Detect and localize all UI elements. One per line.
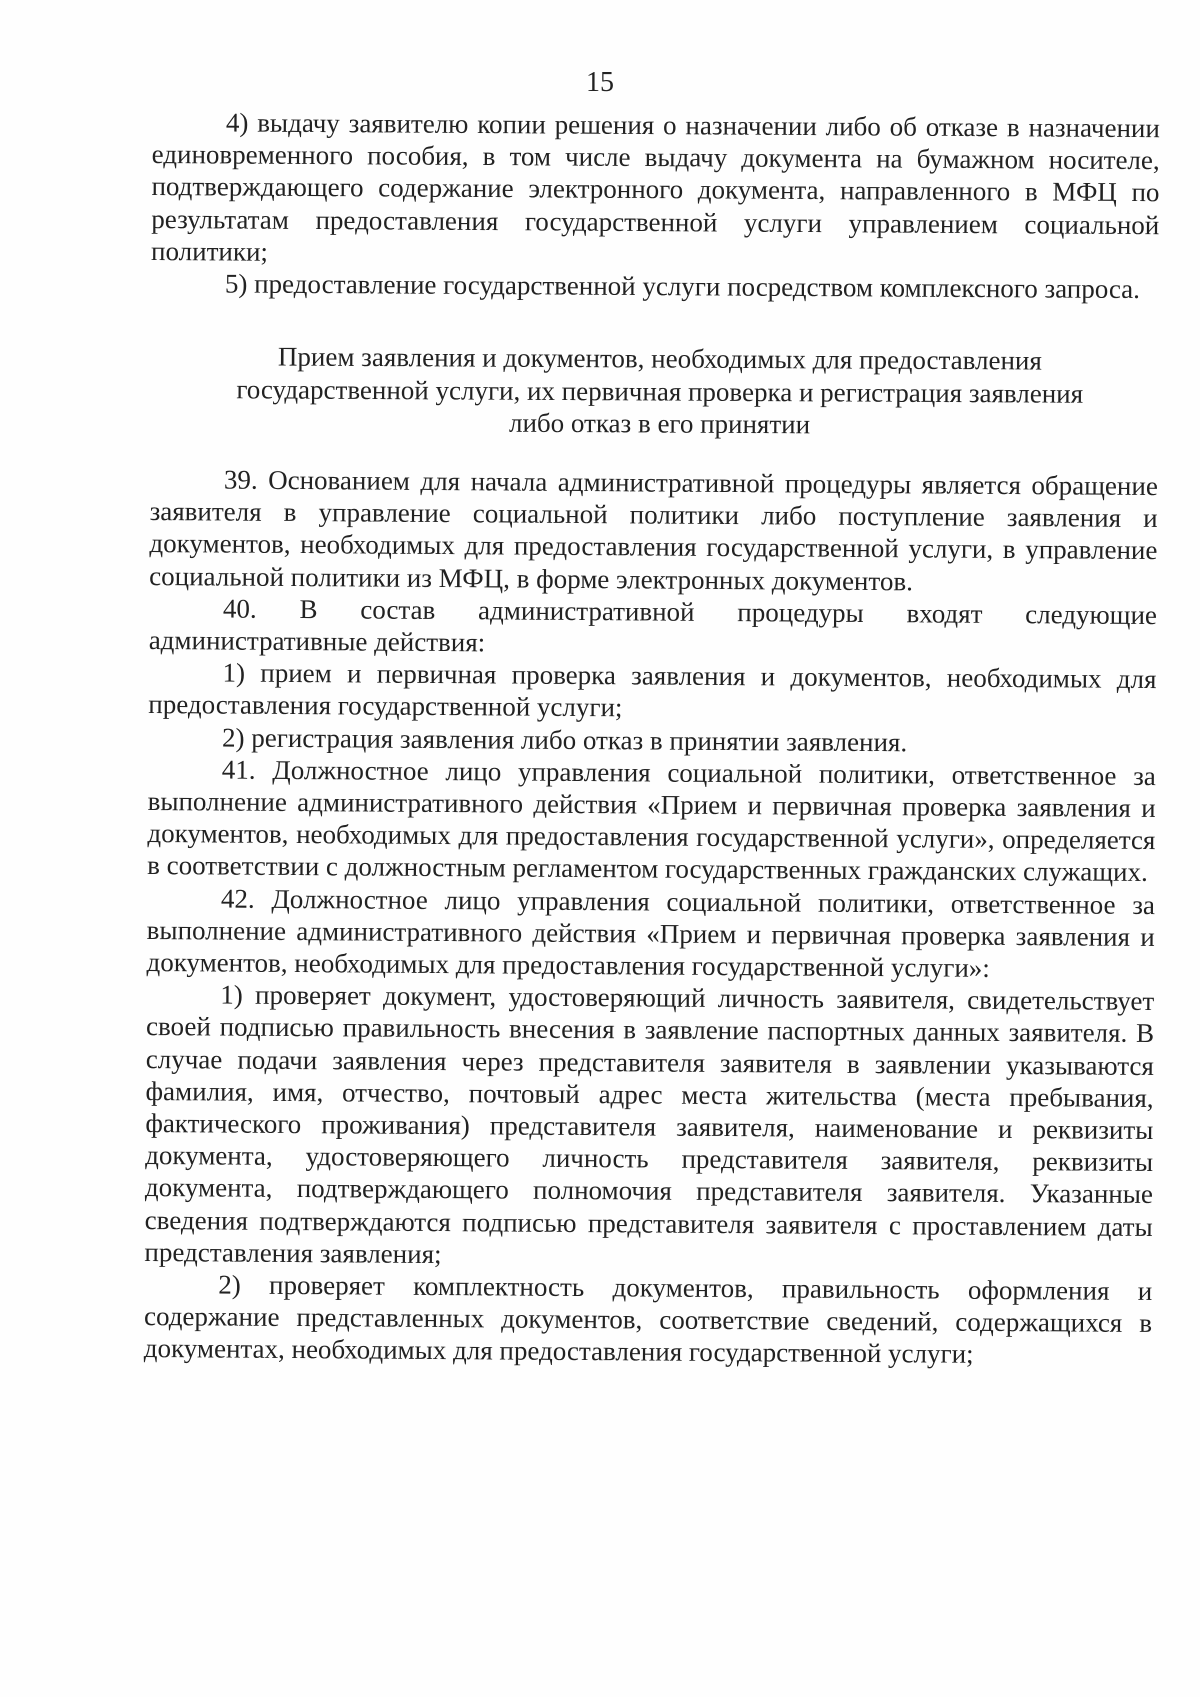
paragraph-39: 39. Основанием для начала административной процедуры является обращение заявителя в управление социальной политики либо поступление заявления и документов, необходимых для предоставления государственной услуги, в управление социальной политики из МФЦ, в форме электронных документов. (149, 464, 1158, 596)
paragraph-40-item-2: 2) регистрация заявления либо отказ в принятии заявления. (221, 722, 908, 757)
paragraph-item-4: 4) выдачу заявителю копии решения о назначении либо об отказе в назначении единовременного пособия, в том числе выдачу документа на бумажном носителе, подтверждающего содержание электронного документа, направленного в МФЦ по результатам предоставления государственной услуги управлением социальной политики; (151, 107, 1160, 267)
paragraph-item-5: 5) предоставление государственной услуги посредством комплексного запроса. (224, 268, 1141, 305)
paragraph-40: 40. В состав административной процедуры входят следующие административные действия: (148, 593, 1158, 658)
paragraph-42-item-2: 2) проверяет комплектность документов, правильность оформления и содержание представленных документов, соответствие сведений, содержащихся в документах, необходимых для предоставления государственной услуги; (143, 1269, 1153, 1370)
heading-line-3: либо отказ в его принятии (508, 407, 811, 440)
paragraph-42: 42. Должностное лицо управления социальной политики, ответственное за выполнение административного действия «Прием и первичная проверка заявления и документов, необходимых для предоставления государственной услуги»: (146, 883, 1156, 983)
paragraph-40-item-1: 1) прием и первичная проверка заявления и документов, необходимых для предоставления государственной услуги; (148, 657, 1157, 723)
text-block-top (151, 106, 1160, 305)
paragraph-41: 41. Должностное лицо управления социальной политики, ответственное за выполнение административного действия «Прием и первичная проверка заявления и документов, необходимых для предоставления государственной услуги», определяется в соответствии с должностным регламентом государственных гражданских служащих. (147, 754, 1156, 888)
page-number: 15 (586, 67, 614, 98)
paragraph-42-item-1: 1) проверяет документ, удостоверяющий личность заявителя, свидетельствует своей подписью правильность внесения в заявление паспортных данных заявителя. В случае подачи заявления через представителя заявителя в заявлении указываются фамилия, имя, отчество, почтовый адрес места жительства (места пребывания, фактического проживания) представителя заявителя, наименование и реквизиты документа, удостоверяющего личность представителя заявителя, реквизиты документа, подтверждающего полномочия представителя заявителя. Указанные сведения подтверждаются подписью представителя заявителя с проставлением даты представления заявления; (144, 979, 1155, 1269)
heading-line-1: Прием заявления и документов, необходимых для предоставления (277, 341, 1042, 376)
section-heading (179, 340, 1139, 443)
heading-line-2: государственной услуги, их первичная проверка и регистрация заявления (236, 373, 1084, 409)
text-block-main (144, 463, 1158, 1372)
